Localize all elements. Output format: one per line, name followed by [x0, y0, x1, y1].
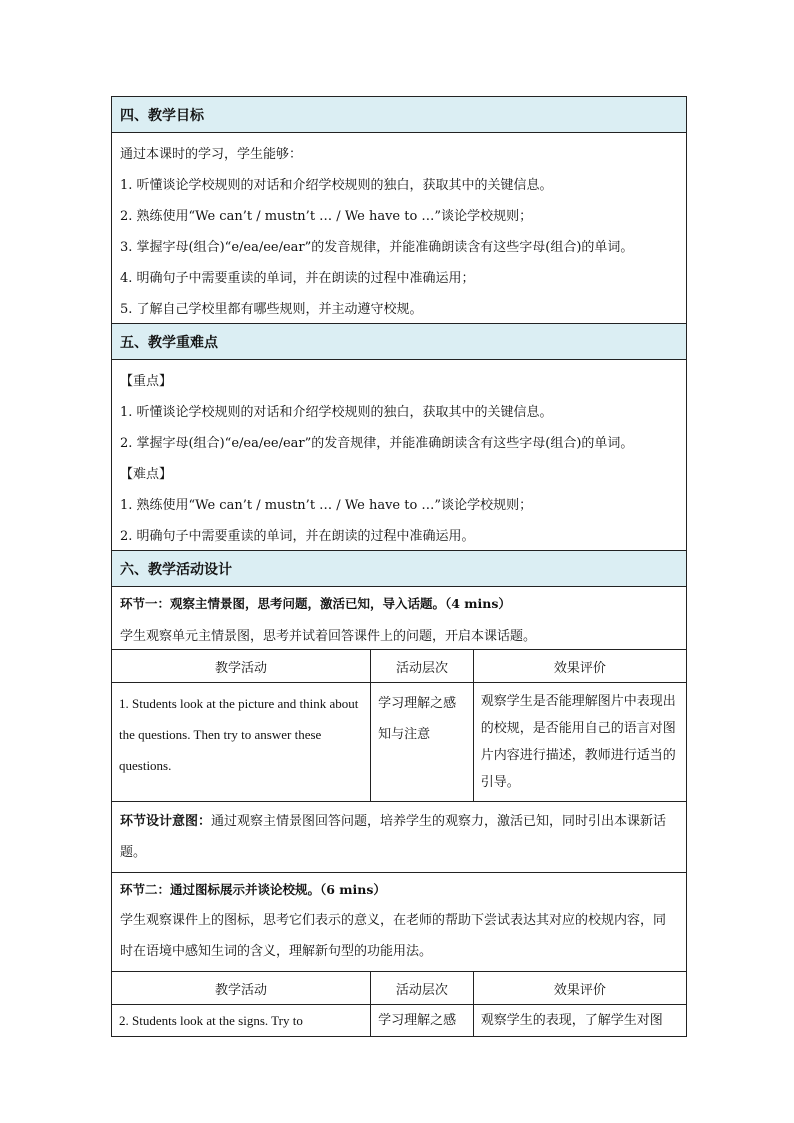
key-point-item: 2. 掌握字母(组合)“e/ea/ee/ear”的发音规律，并能准确朗读含有这些字母(组合)的单词。 — [120, 436, 634, 451]
stage-1-desc: 学生观察单元主情景图，思考并试着回答课件上的问题，开启本课话题。 — [120, 628, 537, 644]
section-5-body — [112, 360, 686, 551]
col-activity-header: 教学活动 — [112, 650, 371, 683]
stage-2-desc: 学生观察课件上的图标，思考它们表示的意义，在老师的帮助下尝试表达其对应的校规内容，同时在语境中感知生词的含义，理解新句型的功能用法。 — [120, 913, 667, 959]
objective-item: 3. 掌握字母(组合)“e/ea/ee/ear”的发音规律，并能准确朗读含有这些字母(组合)的单词。 — [120, 240, 634, 255]
col-eval-header: 效果评价 — [473, 650, 686, 683]
col-level-header: 活动层次 — [371, 972, 474, 1005]
difficult-points-label: 【难点】 — [120, 467, 173, 482]
objective-item: 1. 听懂谈论学校规则的对话和介绍学校规则的独白，获取其中的关键信息。 — [120, 178, 553, 193]
key-point-item: 1. 听懂谈论学校规则的对话和介绍学校规则的独白，获取其中的关键信息。 — [120, 405, 553, 420]
difficult-point-item: 1. 熟练使用“We can’t / mustn’t … / We have to …”谈论学校规则； — [120, 498, 533, 513]
stage-1-heading: 环节一：观察主情景图，思考问题，激活已知，导入话题。（4 mins） — [120, 596, 511, 611]
level-cell: 学习理解之感知与注意 — [378, 696, 457, 742]
section-6-header — [112, 551, 686, 587]
activity-cell: 1. Students look at the picture and think about the questions. Then try to answer these questions. — [119, 696, 359, 773]
activity-cell: 2. Students look at the signs. Try to — [119, 1013, 303, 1028]
section-5-title: 五、教学重难点 — [120, 334, 218, 351]
stage-2-block — [112, 873, 686, 972]
eval-cell: 观察学生的表现，了解学生对图 — [480, 1013, 663, 1028]
section-4-header — [112, 97, 686, 133]
stage-1-activity-table-wrap — [112, 650, 686, 802]
section-5-header — [112, 324, 686, 360]
objective-item: 2. 熟练使用“We can’t / mustn’t … / We have to …”谈论学校规则； — [120, 209, 533, 224]
stage-2-heading: 环节二：通过图标展示并谈论校规。（6 mins） — [120, 882, 386, 897]
stage-2-activity-table-wrap — [112, 972, 686, 1037]
section-4-title: 四、教学目标 — [120, 107, 204, 124]
eval-cell: 观察学生是否能理解图片中表现出的校规，是否能用自己的语言对图片内容进行描述，教师进行适当的引导。 — [480, 694, 676, 790]
stage-1-block — [112, 587, 686, 650]
stage-1-intent — [112, 802, 686, 873]
level-cell: 学习理解之感 — [378, 1013, 457, 1028]
difficult-point-item: 2. 明确句子中需要重读的单词，并在朗读的过程中准确运用。 — [120, 529, 475, 544]
key-points-label: 【重点】 — [120, 374, 173, 389]
stage-1-intent-label: 环节设计意图： — [120, 814, 212, 829]
stage-2-activity-table — [112, 972, 686, 1036]
section-6-title: 六、教学活动设计 — [120, 561, 232, 578]
col-activity-header: 教学活动 — [112, 972, 371, 1005]
stage-1-intent-text — [112, 802, 686, 872]
objective-item: 4. 明确句子中需要重读的单词，并在朗读的过程中准确运用； — [120, 271, 475, 286]
lesson-plan-table — [111, 96, 687, 1037]
stage-1-activity-table — [112, 650, 686, 802]
section-4-intro: 通过本课时的学习，学生能够： — [120, 147, 303, 162]
section-4-body — [112, 133, 686, 324]
col-eval-header: 效果评价 — [473, 972, 686, 1005]
col-level-header: 活动层次 — [371, 650, 474, 683]
stage-1-intent-content: 通过观察主情景图回答问题，培养学生的观察力，激活已知，同时引出本课新话题。 — [120, 814, 667, 860]
objective-item: 5. 了解自己学校里都有哪些规则，并主动遵守校规。 — [120, 302, 423, 317]
